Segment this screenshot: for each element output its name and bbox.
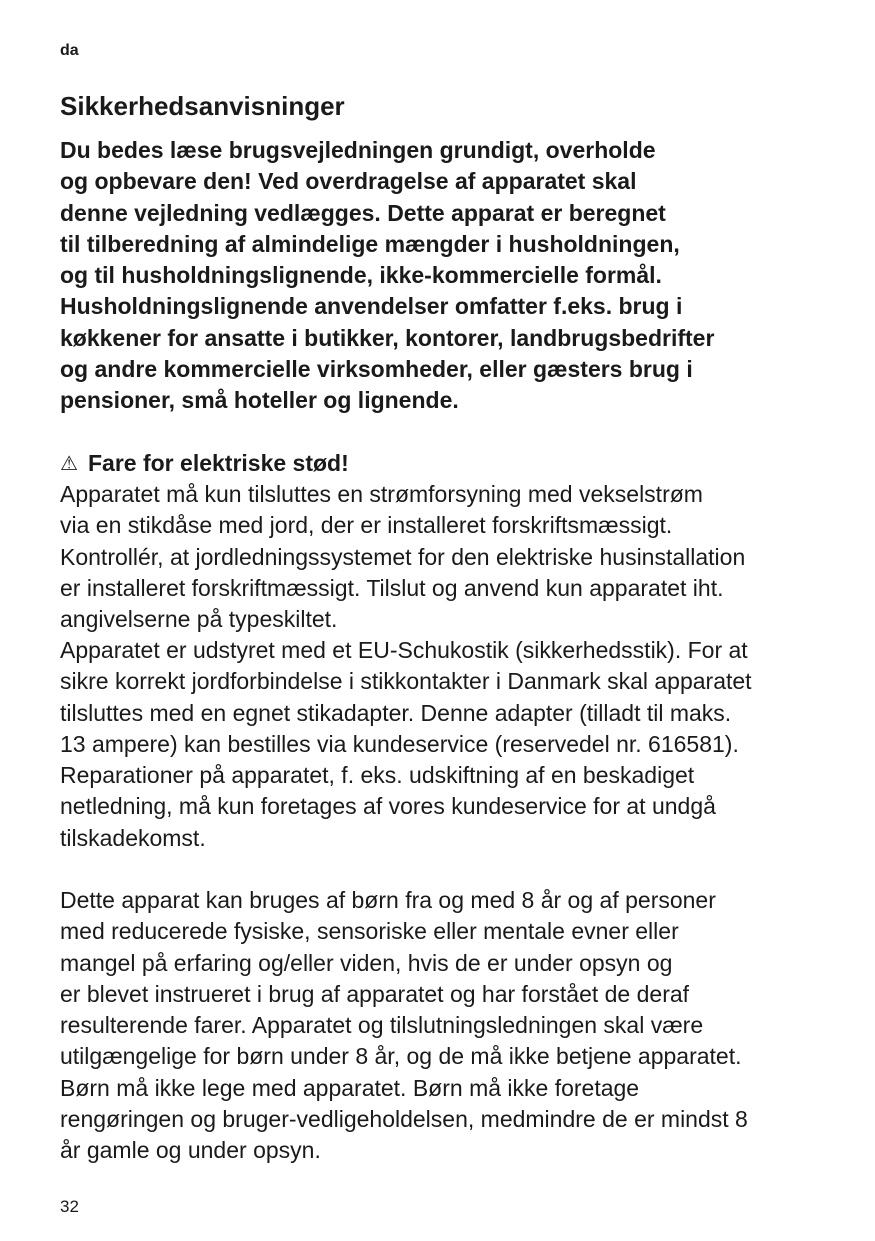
intro-line: til tilberedning af almindelige mængder i husholdningen, — [60, 230, 680, 257]
intro-paragraph — [60, 135, 714, 417]
intro-line: Du bedes læse brugsvejledningen grundigt, overholde — [60, 137, 656, 163]
text-line: utilgængelige for børn under 8 år, og de må ikke betjene apparatet. — [60, 1043, 742, 1070]
text-line: med reducerede fysiske, sensoriske eller mentale evner eller — [60, 918, 679, 945]
text-line: resulterende farer. Apparatet og tilslutningsledningen skal være — [60, 1012, 704, 1039]
intro-line: pensioner, små hoteller og lignende. — [60, 387, 459, 414]
page-number: 32 — [60, 1197, 79, 1216]
electric-warning-paragraph-2 — [60, 635, 752, 854]
manual-page — [60, 0, 840, 1241]
text-line: Apparatet må kun tilsluttes en strømforsyning med vekselstrøm — [60, 481, 703, 507]
electric-shock-warning-heading — [60, 448, 349, 480]
text-line: Børn må ikke lege med apparatet. Børn må ikke foretage — [60, 1074, 640, 1101]
children-safety-paragraph — [60, 885, 748, 1167]
warning-triangle-icon: ⚠ — [60, 453, 78, 475]
intro-line: Husholdningslignende anvendelser omfatter f.eks. brug i — [60, 293, 683, 320]
text-line: Kontrollér, at jordledningssystemet for den elektriske husinstallation — [60, 543, 746, 570]
language-code: da — [60, 42, 79, 59]
intro-line: denne vejledning vedlægges. Dette apparat er beregnet — [60, 199, 666, 226]
text-line: via en stikdåse med jord, der er installeret forskriftsmæssigt. — [60, 512, 673, 539]
electric-warning-paragraph-1 — [60, 479, 745, 635]
section-title: Sikkerhedsanvisninger — [60, 91, 345, 121]
intro-line: køkkener for ansatte i butikker, kontorer, landbrugsbedrifter — [60, 324, 715, 351]
text-line: er blevet instrueret i brug af apparatet og har forstået de deraf — [60, 980, 690, 1007]
text-line: angivelserne på typeskiltet. — [60, 606, 338, 633]
text-line: mangel på erfaring og/eller viden, hvis de er under opsyn og — [60, 949, 673, 976]
text-line: 13 ampere) kan bestilles via kundeservice (reservedel nr. 616581). — [60, 730, 739, 757]
text-line: Reparationer på apparatet, f. eks. udskiftning af en beskadiget — [60, 762, 695, 789]
intro-line: og opbevare den! Ved overdragelse af apparatet skal — [60, 168, 637, 195]
text-line: rengøringen og bruger-vedligeholdelsen, medmindre de er mindst 8 — [60, 1106, 748, 1133]
intro-line: og til husholdningslignende, ikke-kommercielle formål. — [60, 262, 662, 289]
text-line: år gamle og under opsyn. — [60, 1137, 321, 1164]
text-line: er installeret forskriftmæssigt. Tilslut og anvend kun apparatet iht. — [60, 574, 724, 601]
text-line: sikre korrekt jordforbindelse i stikkontakter i Danmark skal apparatet — [60, 668, 752, 695]
text-line: Dette apparat kan bruges af børn fra og med 8 år og af personer — [60, 887, 716, 913]
text-line: Apparatet er udstyret med et EU-Schukostik (sikkerhedsstik). For at — [60, 637, 748, 663]
text-line: netledning, må kun foretages af vores kundeservice for at undgå — [60, 793, 716, 820]
text-line: tilskadekomst. — [60, 824, 206, 851]
text-line: tilsluttes med en egnet stikadapter. Denne adapter (tilladt til maks. — [60, 699, 732, 726]
warning-heading-text: Fare for elektriske stød! — [88, 450, 349, 476]
intro-line: og andre kommercielle virksomheder, eller gæsters brug i — [60, 356, 693, 383]
